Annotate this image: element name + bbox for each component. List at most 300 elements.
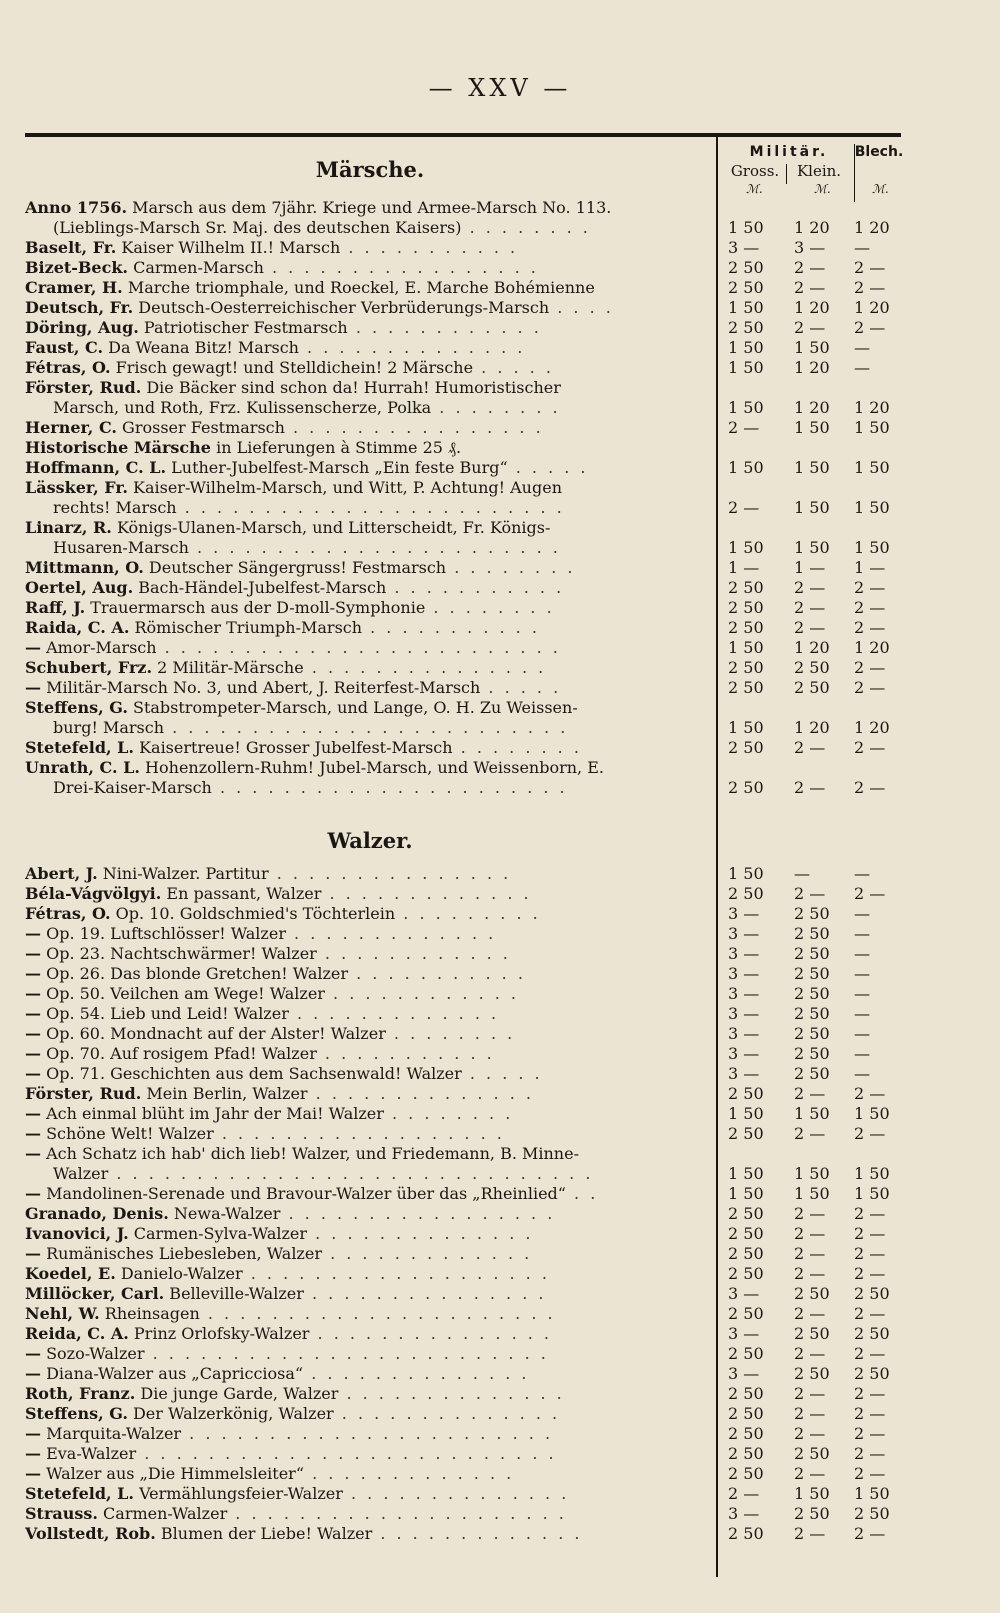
list-item [25,1284,905,1304]
price-gross: 1 50 [728,458,764,477]
entry-text [25,944,711,964]
price-klein: 2 50 [794,984,830,1003]
price-klein: 1 50 [794,1484,830,1503]
price-klein: 2 50 [794,1324,830,1343]
entry-text [25,1424,711,1444]
price-gross: 2 50 [728,1084,764,1103]
work-title: Marsch, und Roth, Frz. Kulissenscherze, Polka [53,398,432,417]
price-klein: 2 50 [794,1364,830,1383]
price-blech: 2 50 [854,1364,890,1383]
composer-name: Stetefeld, L. [25,1484,134,1503]
price-gross: 1 50 [728,864,764,883]
work-title: Carmen-Marsch [128,258,264,277]
composer-name: — [25,944,41,963]
entry-text [53,718,711,738]
price-gross: 2 50 [728,1224,764,1243]
leader-dots: . . . . . [461,1064,543,1083]
price-blech: 1 20 [854,638,890,657]
price-gross: 2 50 [728,278,764,297]
list-item [25,904,905,924]
composer-name: — [25,1044,41,1063]
entry-text [25,1464,711,1484]
price-blech: — [854,338,870,357]
leader-dots: . . . . . . . . . . . . . [288,1004,500,1023]
composer-name: Fétras, O. [25,904,111,923]
leader-dots: . . . . . . . . . . . . . . . . . . . . . . . . [176,498,565,517]
price-blech: 2 — [854,1424,886,1443]
work-title: Sozo-Walzer [41,1344,145,1363]
work-title: Schöne Welt! Walzer [41,1124,214,1143]
list-item [25,1384,905,1404]
composer-name: Nehl, W. [25,1304,100,1323]
composer-name: — [25,638,41,657]
price-gross: 2 — [728,418,760,437]
list-item [25,218,905,238]
leader-dots: . . . . . . . . . . . . . . . . . . . . . [227,1504,567,1523]
leader-dots: . . . . . . . . . . . . . . . . . . . . . . . [188,538,561,557]
work-title: Husaren-Marsch [53,538,189,557]
price-blech: 2 — [854,1124,886,1143]
composer-name: Koedel, E. [25,1264,116,1283]
composer-name: Historische Märsche [25,438,211,457]
list-item [25,418,905,438]
entry-text [25,984,711,1004]
entry-text [25,438,711,458]
work-title: Op. 26. Das blonde Gretchen! Walzer [41,964,349,983]
currency-mark: ℳ. [814,182,831,196]
leader-dots: . . . . . . . . . . . . [347,318,542,337]
list-item [25,518,905,538]
work-title: Luther-Jubelfest-Marsch „Ein feste Burg“ [166,458,508,477]
composer-name: — [25,678,41,697]
entry-text [25,278,711,298]
list-item [25,438,905,458]
list-item [25,1204,905,1224]
leader-dots: . . . . . . . . . . . . . . . . . . . . . . . . . . [136,1444,557,1463]
entry-text [25,964,711,984]
composer-name: Förster, Rud. [25,1084,142,1103]
price-klein: 2 — [794,1524,826,1543]
price-gross: 2 50 [728,1524,764,1543]
composer-name: — [25,1104,41,1123]
composer-name: Herner, C. [25,418,117,437]
klein-header: Klein. [796,162,842,180]
price-blech: 2 — [854,678,886,697]
work-title: Carmen-Sylva-Walzer [128,1224,308,1243]
price-blech: 2 50 [854,1284,890,1303]
composer-name: — [25,924,41,943]
list-item [25,618,905,638]
price-klein: 1 20 [794,398,830,417]
entry-text [25,658,711,678]
entry-text [25,638,711,658]
page-number: — XXV — [428,74,572,102]
list-item [25,298,905,318]
price-gross: 1 50 [728,1104,764,1123]
composer-name: — [25,1144,41,1163]
list-item [25,258,905,278]
entry-text [53,498,711,518]
composer-name: Schubert, Frz. [25,658,153,677]
leader-dots: . . . . . . . . . . . . . . [298,338,526,357]
price-blech: 2 — [854,598,886,617]
list-item [25,1304,905,1324]
list-item [25,1504,905,1524]
price-blech: 1 50 [854,418,890,437]
price-klein: 2 — [794,884,826,903]
price-blech: 2 — [854,578,886,597]
work-title: Ach einmal blüht im Jahr der Mai! Walzer [41,1104,384,1123]
price-blech: — [854,238,870,257]
entry-text [25,378,711,398]
price-gross: 2 50 [728,1384,764,1403]
work-title: Amor-Marsch [41,638,157,657]
composer-name: Deutsch, Fr. [25,298,134,317]
composer-name: Strauss. [25,1504,98,1523]
price-klein: 2 — [794,578,826,597]
entry-text [25,238,711,258]
leader-dots: . . . . . . . . [385,1024,516,1043]
price-blech: 2 50 [854,1324,890,1343]
leader-dots: . . . . . . . . [446,558,576,577]
work-title: Die Bäcker sind schon da! Hurrah! Humoristischer [141,378,561,397]
leader-dots: . . . . . . . . . . . . [324,984,520,1003]
work-title: Frisch gewagt! und Stelldichein! 2 Märsche [110,358,474,377]
entry-text [25,618,711,638]
price-blech: 2 — [854,1404,886,1423]
price-gross: 1 50 [728,218,764,237]
work-title: Grosser Festmarsch [116,418,285,437]
leader-dots: . . . . . . . . . . . . . . . . . . . [242,1264,550,1283]
work-title: Königs-Ulanen-Marsch, und Litterscheidt, Fr. Königs- [111,518,551,537]
composer-name: — [25,1364,41,1383]
entry-text [25,558,711,578]
entry-text [25,1044,711,1064]
composer-name: Steffens, G. [25,1404,128,1423]
price-blech: 2 — [854,1264,886,1283]
price-klein: — [794,864,810,883]
price-klein: 2 — [794,1244,826,1263]
price-klein: 2 50 [794,944,830,963]
work-title: Patriotischer Festmarsch [138,318,348,337]
leader-dots: . . . . . . . . . . . [348,964,526,983]
entry-text [25,1144,711,1164]
price-gross: 2 50 [728,618,764,637]
leader-dots: . . . . . [507,458,589,477]
work-title: in Lieferungen à Stimme 25 ₰. [210,438,462,457]
composer-name: Ivanovici, J. [25,1224,129,1243]
leader-dots: . . . . . . . . . . . . . . . . . . . . . . . . . [156,638,561,657]
price-blech: 2 — [854,1304,886,1323]
price-klein: 1 20 [794,298,830,317]
work-title: Militär-Marsch No. 3, und Abert, J. Reiterfest-Marsch [41,678,481,697]
composer-name: Béla-Vágvölgyi. [25,884,162,903]
price-blech: — [854,864,870,883]
work-title: Rheinsagen [99,1304,200,1323]
entry-text [25,1024,711,1044]
composer-name: Fétras, O. [25,358,111,377]
entry-text [25,1444,711,1464]
price-gross: 1 50 [728,1164,764,1183]
list-item [25,778,905,798]
price-gross: 2 50 [728,738,764,757]
list-item [25,924,905,944]
leader-dots: . . . . . . . . . . . [340,238,519,257]
price-klein: 1 20 [794,638,830,657]
price-klein: 2 50 [794,1044,830,1063]
leader-dots: . . . . . . . . . . . . . . . . . . . . . . . . . [144,1344,549,1363]
composer-name: Granado, Denis. [25,1204,169,1223]
price-gross: 3 — [728,1324,760,1343]
price-klein: 2 — [794,1204,826,1223]
work-title: Carmen-Walzer [97,1504,228,1523]
work-title: Nini-Walzer. Partitur [97,864,269,883]
price-blech: 1 50 [854,1184,890,1203]
list-item [25,1484,905,1504]
composer-name: Roth, Franz. [25,1384,136,1403]
price-klein: 1 — [794,558,826,577]
leader-dots: . . . . . . . . . . . . . [321,1244,533,1263]
list-item [25,964,905,984]
leader-dots: . . . . . . . . . . . . . . . . . . . . . . [211,778,568,797]
price-gross: 2 50 [728,1124,764,1143]
leader-dots: . . . . . . . . . . . . . . [307,1224,534,1243]
leader-dots: . . . . [549,298,614,317]
price-klein: 1 50 [794,1184,830,1203]
composer-name: Mittmann, O. [25,558,144,577]
price-klein: 2 50 [794,678,830,697]
composer-name: Bizet-Beck. [25,258,128,277]
list-item [25,1004,905,1024]
list-item [25,1264,905,1284]
leader-dots: . . . . . . . . . . . . . . [303,1364,530,1383]
list-item [25,718,905,738]
leader-dots: . . . . . . . . . . . . . . [338,1384,565,1403]
leader-dots: . . . . . . . . . . . . . . [342,1484,570,1503]
composer-name: — [25,1444,41,1463]
work-title: Deutscher Sängergruss! Festmarsch [143,558,447,577]
price-gross: 1 50 [728,638,764,657]
leader-dots: . . . . . . . . . . . . . . . . . . . . . . . . . . . . . . [108,1164,594,1183]
price-klein: 3 — [794,238,826,257]
composer-name: Millöcker, Carl. [25,1284,165,1303]
price-gross: 1 50 [728,358,764,377]
leader-dots: . . . . . . . . . . . . . . . [309,1324,553,1343]
work-title: Marquita-Walzer [41,1424,182,1443]
price-gross: 3 — [728,984,760,1003]
work-title: Belleville-Walzer [164,1284,304,1303]
price-gross: 3 — [728,1024,760,1043]
list-item [25,1224,905,1244]
price-klein: 2 — [794,318,826,337]
composer-name: Raida, C. A. [25,618,130,637]
list-item [25,358,905,378]
price-gross: 1 50 [728,538,764,557]
list-item [25,198,905,218]
price-klein: 1 50 [794,338,830,357]
militar-header: Militär. [749,144,829,160]
price-blech: — [854,924,870,943]
price-gross: 2 — [728,498,760,517]
leader-dots: . . . . . . . . . . . . . . [333,1404,561,1423]
work-title: burg! Marsch [53,718,164,737]
work-title: Op. 71. Geschichten aus dem Sachsenwald! Walzer [41,1064,462,1083]
work-title: Stabstrompeter-Marsch, und Lange, O. H. Zu Weissen- [127,698,578,717]
composer-name: Döring, Aug. [25,318,139,337]
entry-text [25,1064,711,1084]
list-item [25,1324,905,1344]
price-blech: — [854,1064,870,1083]
entry-text [53,398,711,418]
work-title: Kaiser Wilhelm II.! Marsch [116,238,341,257]
work-title: rechts! Marsch [53,498,177,517]
price-blech: 2 — [854,1444,886,1463]
price-klein: 2 50 [794,1064,830,1083]
price-column-headers [716,144,904,204]
price-klein: 2 50 [794,924,830,943]
composer-name: — [25,1184,41,1203]
composer-name: Stetefeld, L. [25,738,134,757]
composer-name: — [25,1424,41,1443]
price-blech: 2 — [854,1344,886,1363]
price-gross: 1 50 [728,338,764,357]
leader-dots: . . . . . . . . . . . . . . . . . . . . . . . . . [164,718,569,737]
price-gross: 1 — [728,558,760,577]
work-title: Mein Berlin, Walzer [141,1084,308,1103]
price-gross: 3 — [728,944,760,963]
price-blech: 1 20 [854,218,890,237]
list-item [25,1104,905,1124]
entry-text [25,1224,711,1244]
entry-text [25,1204,711,1224]
price-klein: 2 50 [794,1444,830,1463]
price-blech: — [854,1044,870,1063]
composer-name: Hoffmann, C. L. [25,458,167,477]
composer-name: Steffens, G. [25,698,128,717]
price-blech: 2 — [854,884,886,903]
leader-dots: . . . . . . . . . . . . . . . . . . . . . . . [181,1424,554,1443]
composer-name: Lässker, Fr. [25,478,128,497]
price-gross: 2 50 [728,884,764,903]
price-klein: 2 — [794,778,826,797]
work-title: Prinz Orlofsky-Walzer [128,1324,310,1343]
price-blech: — [854,944,870,963]
price-klein: 2 50 [794,658,830,677]
composer-name: Cramer, H. [25,278,123,297]
price-klein: 2 — [794,1264,826,1283]
gross-header: Gross. [730,162,780,180]
work-title: Newa-Walzer [168,1204,281,1223]
work-title: Op. 10. Goldschmied's Töchterlein [110,904,396,923]
list-item [25,278,905,298]
entry-text [25,1084,711,1104]
leader-dots: . . . . . . . . . . . . . . . . . [263,258,539,277]
price-blech: 2 — [854,1224,886,1243]
list-item [25,478,905,498]
entry-text [25,1324,711,1344]
price-blech: 2 — [854,278,886,297]
leader-dots: . . . . . . . . . . . . . . [307,1084,534,1103]
composer-name: — [25,1244,41,1263]
price-blech: 1 50 [854,458,890,477]
price-gross: 2 50 [728,1204,764,1223]
leader-dots: . . . . . . . . [461,218,591,237]
entry-text [25,864,711,884]
list-item [25,984,905,1004]
composer-name: Vollstedt, Rob. [25,1524,156,1543]
price-gross: 3 — [728,1044,760,1063]
list-item [25,498,905,518]
work-title: Diana-Walzer aus „Capricciosa“ [41,1364,304,1383]
entry-text [25,1284,711,1304]
price-blech: 1 20 [854,298,890,317]
composer-name: Unrath, C. L. [25,758,140,777]
currency-mark: ℳ. [746,182,763,196]
entry-text [25,758,711,778]
entry-text [25,1244,711,1264]
entry-text [25,1484,711,1504]
price-blech: 2 50 [854,1504,890,1523]
composer-name: — [25,1124,41,1143]
price-gross: 3 — [728,238,760,257]
price-gross: 2 50 [728,1304,764,1323]
price-blech: — [854,1024,870,1043]
header-divider [786,164,787,184]
work-title: Op. 50. Veilchen am Wege! Walzer [41,984,325,1003]
price-gross: 1 50 [728,1184,764,1203]
composer-name: Linarz, R. [25,518,112,537]
price-klein: 1 50 [794,538,830,557]
work-title: Op. 60. Mondnacht auf der Alster! Walzer [41,1024,386,1043]
price-gross: 3 — [728,924,760,943]
price-klein: 2 50 [794,1504,830,1523]
price-klein: 2 50 [794,904,830,923]
entry-text [25,1104,711,1124]
entry-text [25,318,711,338]
price-klein: 1 20 [794,718,830,737]
price-gross: 2 50 [728,1424,764,1443]
entry-text [25,1184,711,1204]
price-gross: 3 — [728,1364,760,1383]
price-gross: 2 50 [728,318,764,337]
work-title: Blumen der Liebe! Walzer [155,1524,373,1543]
entry-text [53,778,711,798]
price-gross: 2 50 [728,1344,764,1363]
entry-text [25,358,711,378]
leader-dots: . . . . . . . . . . . . . . . [303,1284,547,1303]
price-gross: 2 50 [728,598,764,617]
composer-name: Oertel, Aug. [25,578,134,597]
list-item [25,738,905,758]
price-blech: 2 — [854,738,886,757]
price-klein: 2 — [794,618,826,637]
list-item [25,638,905,658]
price-klein: 1 50 [794,498,830,517]
price-gross: 3 — [728,1064,760,1083]
price-klein: 1 50 [794,418,830,437]
list-item [25,1184,905,1204]
price-klein: 2 50 [794,1024,830,1043]
work-title: Trauermarsch aus der D-moll-Symphonie [85,598,426,617]
entry-text [25,1004,711,1024]
work-title: Danielo-Walzer [115,1264,243,1283]
price-blech: 1 50 [854,1484,890,1503]
entry-text [25,298,711,318]
list-item [25,558,905,578]
work-title: (Lieblings-Marsch Sr. Maj. des deutschen Kaisers) [53,218,462,237]
price-blech: — [854,964,870,983]
price-gross: 3 — [728,1504,760,1523]
